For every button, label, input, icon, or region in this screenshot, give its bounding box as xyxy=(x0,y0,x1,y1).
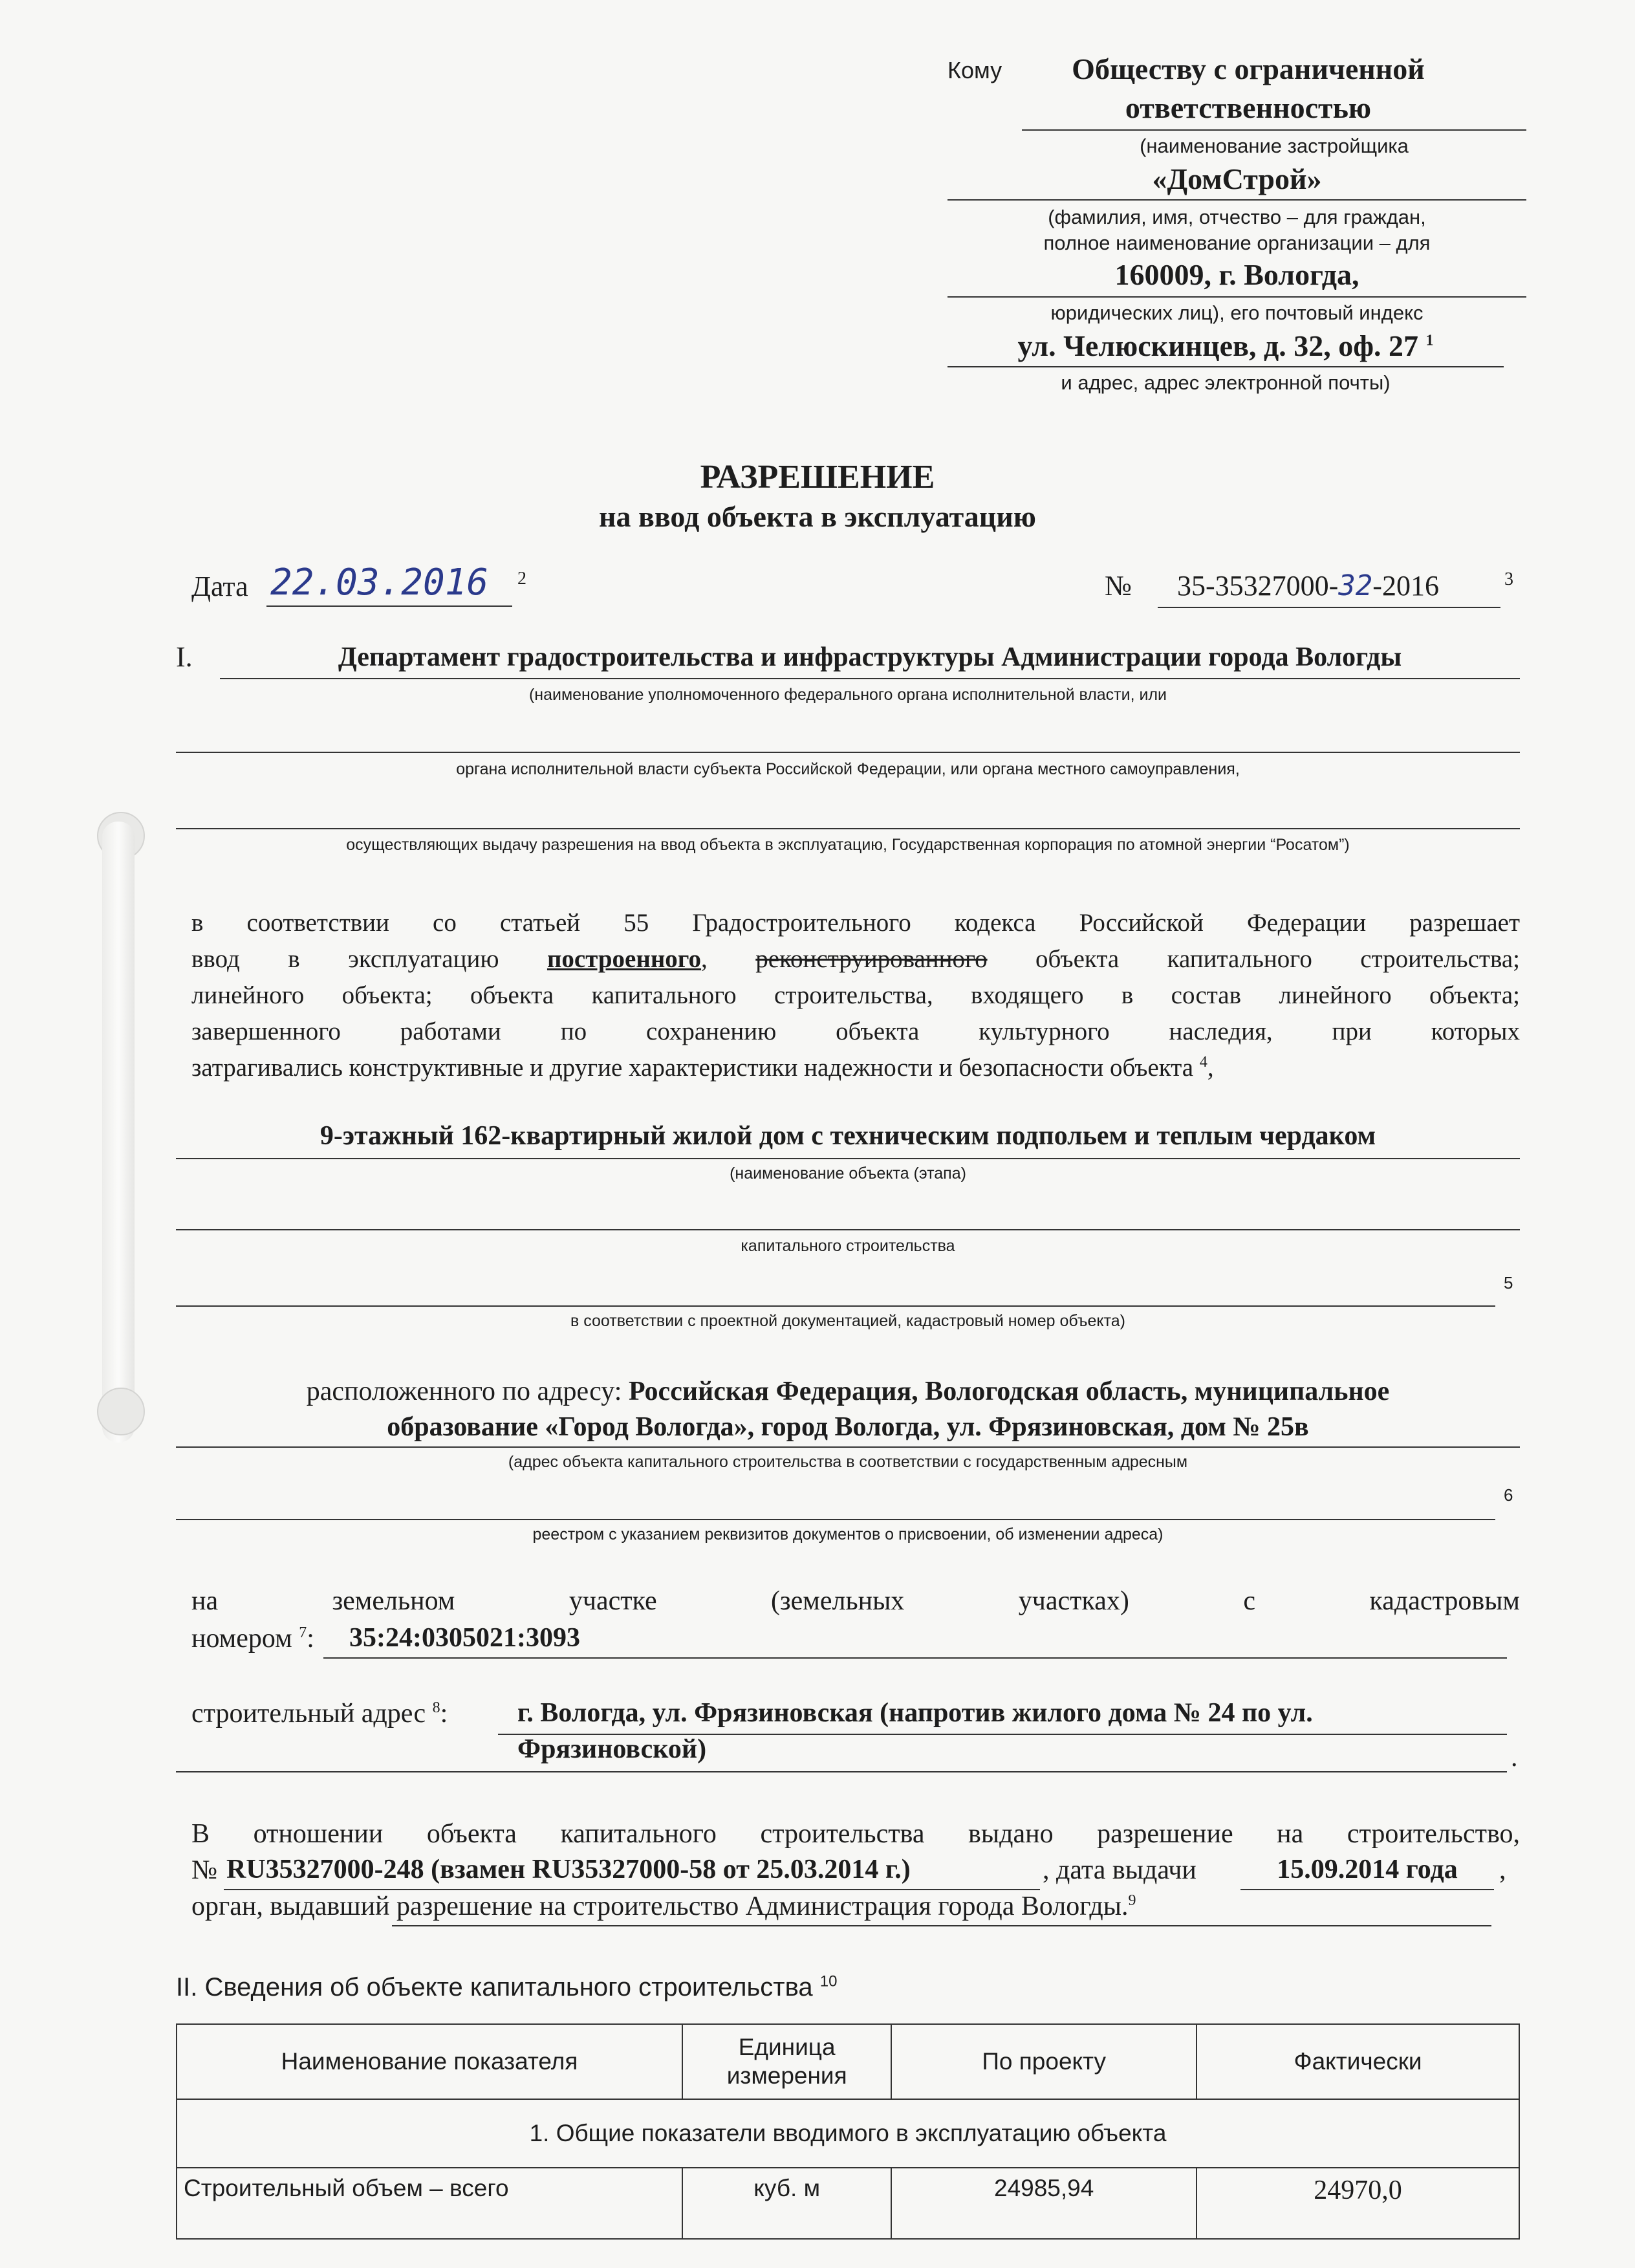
document-subtitle: на ввод объекта в эксплуатацию xyxy=(599,500,1036,533)
recipient-line1: Обществу с ограниченной xyxy=(1072,52,1425,85)
permit-number-value: RU35327000-248 (взамен RU35327000-58 от 25.03.2014 г.) xyxy=(226,1855,911,1884)
row-unit: куб. м xyxy=(682,2168,891,2239)
row-project: 24985,94 xyxy=(891,2168,1196,2239)
body-line1: в соответствии со статьей 55 Градостроительного кодекса Российской Федерации разрешает xyxy=(191,909,1520,937)
recipient-caption3: юридических лиц), его почтовый индекс xyxy=(1050,301,1424,324)
section2-title: II. Сведения об объекте капитального строительства $^{10}$ xyxy=(176,1972,838,2001)
object-caption1: (наименование объекта (этапа) xyxy=(730,1164,966,1183)
body-line5: затрагивались конструктивные и другие характеристики надежности и безопасности объекта $^4$, xyxy=(191,1054,1214,1082)
permit-line1: В отношении объекта капитального строительства выдано разрешение на строительство, xyxy=(191,1819,1520,1849)
date-value: 22.03.2016 xyxy=(270,562,489,604)
address-caption2: реестром с указанием реквизитов документов о присвоении, об изменении адреса) xyxy=(532,1525,1164,1543)
table-header-row xyxy=(177,2024,1519,2099)
row-actual: 24970,0 xyxy=(1196,2168,1519,2239)
binder-hole-bottom xyxy=(97,1388,145,1435)
properties-table xyxy=(176,2023,1520,2240)
body-line3: линейного объекта; объекта капитального строительства, входящего в состав линейного объекта; xyxy=(191,981,1520,1009)
body-line4: завершенного работами по сохранению объекта культурного наследия, при которых xyxy=(191,1018,1520,1045)
land-line1: на земельном участке (земельных участках) с кадастровым xyxy=(191,1586,1520,1616)
body-line2: ввод в эксплуатацию построенного, реконструированного объекта капитального строительства; xyxy=(191,945,1520,973)
recipient-line2: ответственностью xyxy=(1125,91,1372,124)
recipient-line4: 160009, г. Вологда, xyxy=(1114,258,1359,291)
row-name: Строительный объем – всего xyxy=(177,2168,682,2239)
number-footnote: 3 xyxy=(1504,569,1513,589)
land-cadastral-number: 35:24:0305021:3093 xyxy=(349,1623,580,1653)
object-caption2: капитального строительства xyxy=(741,1237,955,1255)
permit-number: 35-35327000-32-2016 xyxy=(1177,569,1439,602)
recipient-caption2a: (фамилия, имя, отчество – для граждан, xyxy=(1048,206,1426,228)
permit-date-comma: , xyxy=(1499,1855,1506,1885)
permit-number-label: № xyxy=(191,1855,218,1885)
address-line1: расположенного по адресу: Российская Федерация, Вологодская область, муниципальное xyxy=(306,1377,1390,1406)
authority-name: Департамент градостроительства и инфраструктуры Администрации города Вологды xyxy=(338,642,1402,672)
number-label: № xyxy=(1105,570,1132,602)
header-name: Наименование показателя xyxy=(177,2024,682,2099)
document-title: РАЗРЕШЕНИЕ xyxy=(700,459,935,496)
section1-roman: I. xyxy=(176,641,193,673)
object-caption3: в соответствии с проектной документацией, кадастровый номер объекта) xyxy=(570,1312,1125,1330)
address-line2: образование «Город Вологда», город Вологда, ул. Фрязиновская, дом № 25в xyxy=(387,1412,1309,1442)
recipient-caption2b: полное наименование организации – для xyxy=(1043,232,1431,254)
recipient-label: Кому xyxy=(947,57,1002,83)
land-line2: номером $^7$: xyxy=(191,1624,314,1653)
permit-organ-line: орган, выдавший разрешение на строительство Администрация города Вологды.$^9$ xyxy=(191,1892,1136,1921)
table-row xyxy=(177,2168,1519,2239)
date-label: Дата xyxy=(191,571,248,602)
recipient-line5: ул. Челюскинцев, д. 32, оф. 27 $^1$ xyxy=(1017,329,1434,362)
address-footnote: 6 xyxy=(1504,1485,1513,1505)
build-address-label: строительный адрес $^8$: xyxy=(191,1699,448,1728)
object-footnote: 5 xyxy=(1504,1273,1513,1292)
build-address-period: . xyxy=(1511,1743,1518,1772)
recipient-line3: «ДомСтрой» xyxy=(1152,162,1322,195)
authority-caption2: органа исполнительной власти субъекта Российской Федерации, или органа местного самоуправления, xyxy=(456,760,1240,778)
header-project: По проекту xyxy=(891,2024,1196,2099)
table-group-row xyxy=(177,2099,1519,2168)
object-name: 9-этажный 162-квартирный жилой дом с техническим подпольем и теплым чердаком xyxy=(319,1121,1376,1151)
address-caption1: (адрес объекта капитального строительства в соответствии с государственным адресным xyxy=(508,1453,1188,1471)
permit-date-value: 15.09.2014 года xyxy=(1277,1855,1458,1884)
build-address-line1: г. Вологда, ул. Фрязиновская (напротив жилого дома № 24 по ул. xyxy=(517,1698,1313,1728)
recipient-caption1: (наименование застройщика xyxy=(1140,135,1409,157)
header-actual: Фактически xyxy=(1196,2024,1519,2099)
build-address-line2: Фрязиновской) xyxy=(517,1734,707,1764)
header-unit: Единица измерения xyxy=(682,2024,891,2099)
authority-caption1: (наименование уполномоченного федерального органа исполнительной власти, или xyxy=(528,686,1167,704)
group-title: 1. Общие показатели вводимого в эксплуатацию объекта xyxy=(177,2099,1519,2168)
recipient-caption4: и адрес, адрес электронной почты) xyxy=(1061,371,1391,394)
binding-string xyxy=(102,822,135,1443)
authority-caption3: осуществляющих выдачу разрешения на ввод объекта в эксплуатацию, Государственная корпорация по атомной энергии “Росатом”) xyxy=(346,836,1350,854)
permit-date-label: , дата выдачи xyxy=(1043,1855,1196,1885)
